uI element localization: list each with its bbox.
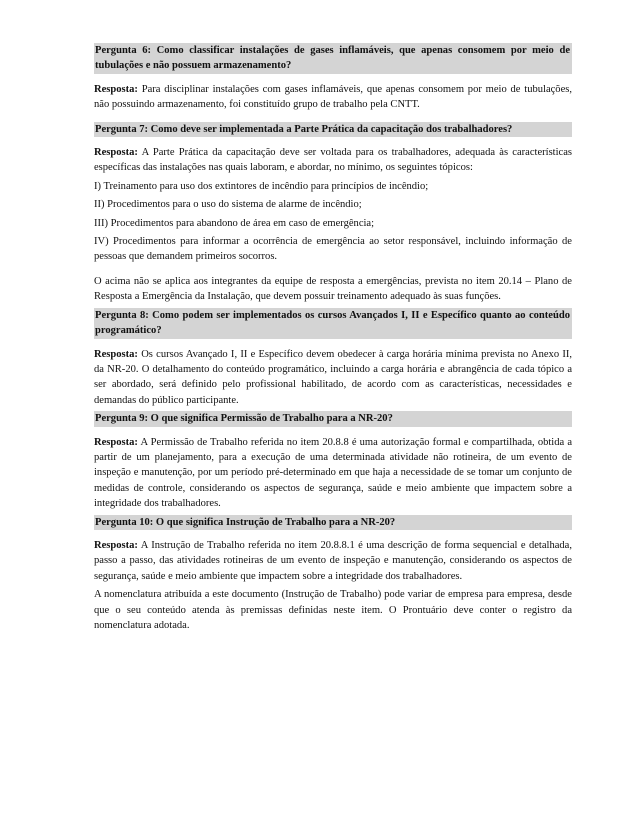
faq-content: [94, 43, 572, 636]
answer-6: [94, 82, 572, 113]
question-9-heading: Pergunta 9: O que significa Permissão de Trabalho para a NR-20?: [94, 411, 572, 426]
answer-9-text: A Permissão de Trabalho referida no item 20.8.8 é uma autorização formal e compartilhada, obtida a partir de um planejamento, para a execução de uma determinada atividade não rotineira, de um evento de inspeção e manutenção, por um período pré-determinado em que haja a necessidade de se tomar um conjunto de medidas de controle, considerando os aspectos de segurança, saúde e meio ambiente que impactem sobre a integridade dos trabalhadores.: [94, 436, 572, 510]
answer-8-text: Os cursos Avançado I, II e Específico devem obedecer à carga horária mínima prevista no Anexo II, da NR-20. O detalhamento do conteúdo programático, incluindo a carga horária e abrangência de cada tópico a ser abordado, será definido pelo profissional habilitado, de acordo com as características, necessidades e demandas do público participante.: [94, 348, 572, 406]
answer-10: [94, 538, 572, 584]
answer-8: [94, 347, 572, 409]
answer-10-text: A Instrução de Trabalho referida no item 20.8.8.1 é uma descrição de forma sequencial e detalhada, passo a passo, das atividades rotineiras de um evento de inspeção e manutenção, considerando os aspectos de segurança, saúde e meio ambiente que impactem sobre a integridade dos trabalhadores.: [94, 539, 572, 582]
topic-item-4: IV) Procedimentos para informar a ocorrência de emergência ao setor responsável, incluindo informação de pessoas que demandem primeiros socorros.: [94, 236, 572, 263]
answer-label: Resposta:: [94, 348, 138, 360]
question-6-heading: Pergunta 6: Como classificar instalações de gases inflamáveis, que apenas consomem por meio de tubulações e não possuem armazenamento?: [94, 43, 572, 74]
answer-label: Resposta:: [94, 147, 138, 159]
answer-label: Resposta:: [94, 436, 138, 448]
answer-7: [94, 145, 572, 176]
topic-item-1: I) Treinamento para uso dos extintores de incêndio para princípios de incêndio;: [94, 180, 429, 192]
answer-7-text: A Parte Prática da capacitação deve ser voltada para os trabalhadores, adequada às características específicas das instalações nas quais laboram, e abordar, no mínimo, os seguintes tópicos:: [94, 147, 572, 174]
answer-9: [94, 435, 572, 512]
answer-label: Resposta:: [94, 83, 138, 95]
question-10-heading: Pergunta 10: O que significa Instrução de Trabalho para a NR-20?: [94, 515, 572, 530]
question-7-heading: Pergunta 7: Como deve ser implementada a Parte Prática da capacitação dos trabalhadores?: [94, 122, 572, 137]
answer-label: Resposta:: [94, 539, 138, 551]
answer-6-text: Para disciplinar instalações com gases inflamáveis, que apenas consomem por meio de tubulações, não possuindo armazenamento, foi constituído grupo de trabalho pela CNTT.: [94, 83, 572, 111]
question-8-heading: Pergunta 8: Como podem ser implementados os cursos Avançados I, II e Específico quanto ao conteúdo programático?: [94, 308, 572, 339]
answer-7-note: O acima não se aplica aos integrantes da equipe de resposta a emergências, prevista no item 20.14 – Plano de Resposta a Emergência da Instalação, que devem possuir treinamento adequado às suas funções.: [94, 275, 572, 303]
answer-10-note: A nomenclatura atribuída a este documento (Instrução de Trabalho) pode variar de empresa para empresa, desde que o seu conteúdo atenda às premissas definidas neste item. O Prontuário deve conter o registro da nomenclatura adotada.: [94, 589, 572, 631]
topic-item-3: III) Procedimentos para abandono de área em caso de emergência;: [94, 217, 375, 229]
topic-item-2: II) Procedimentos para o uso do sistema de alarme de incêndio;: [94, 199, 362, 211]
